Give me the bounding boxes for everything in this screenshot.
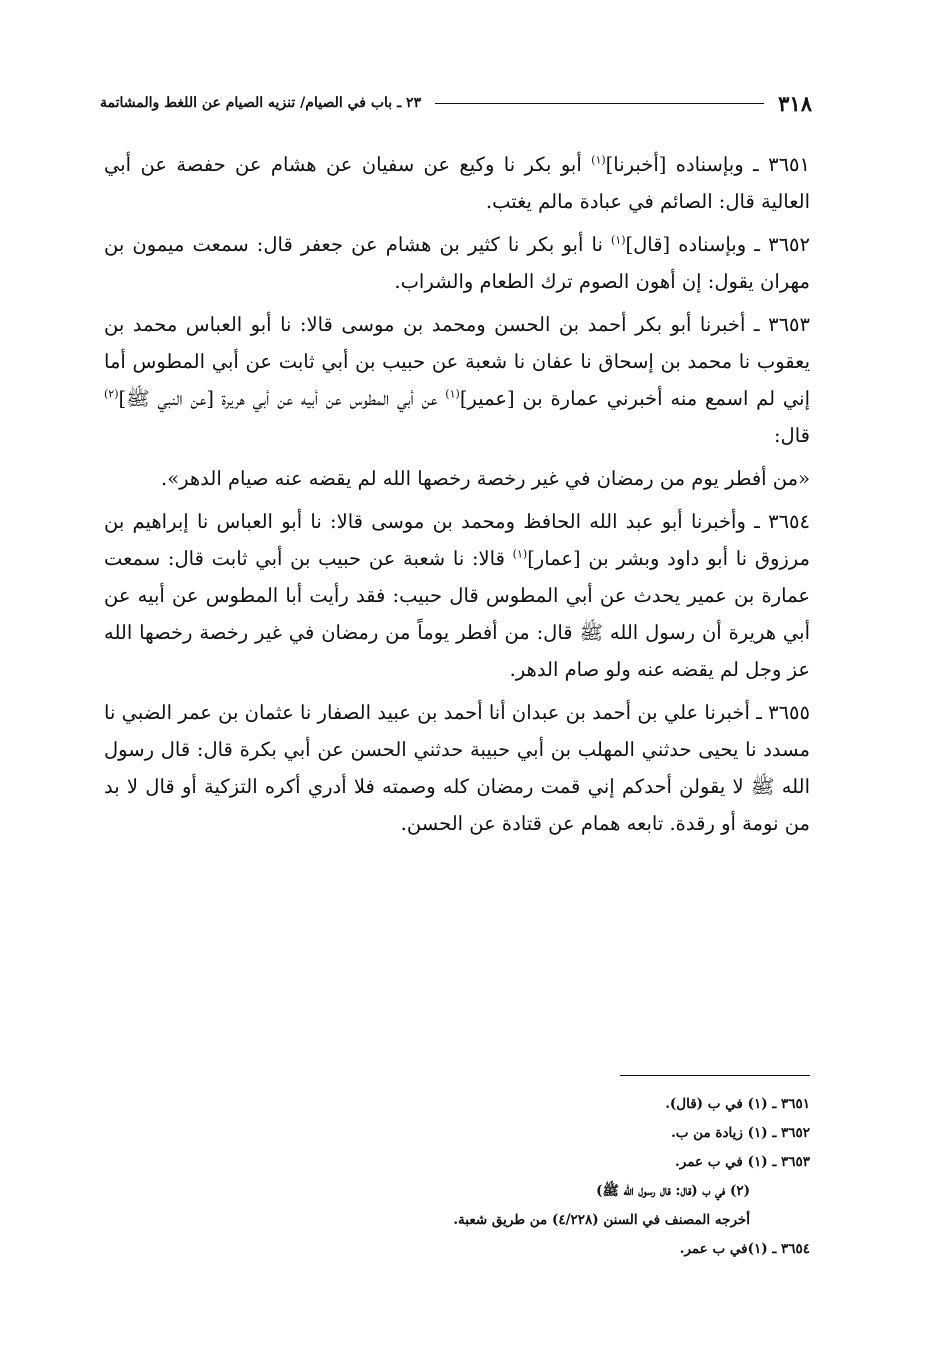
footnote-ref: (١) bbox=[591, 153, 606, 167]
hadith-quote bbox=[104, 460, 810, 497]
hadith-text: «من أفطر يوم من رمضان في غير رخصة رخصها الله لم يقضه عنه صيام الدهر». bbox=[161, 467, 810, 490]
footnote-ref: (١) bbox=[611, 233, 626, 247]
hadith-3651 bbox=[104, 146, 810, 220]
footnote-ref: (١) bbox=[512, 547, 528, 561]
footnote-line: (٢) في ب (قال: قال رسول الله ﷺ) bbox=[596, 1183, 750, 1199]
hadith-text: ٣٦٥٥ ـ أخبرنا علي بن أحمد بن عبدان أنا أحمد بن عبيد الصفار نا عثمان بن عمر الضبي نا مسدد نا يحيى حدثني المهلب بن أبي حبيبة حدثني الحسن عن أبي بكرة قال: قال رسول الله ﷺ لا يقولن أحدكم إني قمت رمضان كله وصمته فلا أدري أكره التزكية أو قال لا بد من نومة أو رقدة. تابعه همام عن قتادة عن الحسن. bbox=[104, 701, 810, 835]
footnote-line: ٣٦٥٤ ـ (١)في ب عمر. bbox=[679, 1241, 810, 1257]
main-text bbox=[104, 146, 810, 848]
hadith-text: قالا: نا شعبة عن حبيب بن أبي ثابت قال: سمعت عمارة بن عمير يحدث عن أبي المطوس قال حبيب: فقد رأيت أبا المطوس عن أبيه عن أبي هريرة أن رسول الله ﷺ قال: من أفطر يوماً من رمضان في غير رخصة رخصها الله عز وجل لم يقضه عنه ولو صام الدهر. bbox=[104, 547, 810, 681]
footnote-line: أخرجه المصنف في السنن (٤/٢٢٨) من طريق شعبة. bbox=[453, 1212, 750, 1228]
footnote-line: ٣٦٥٣ ـ (١) في ب عمر. bbox=[675, 1154, 810, 1170]
page-header bbox=[100, 88, 812, 118]
hadith-text: ٣٦٥١ ـ وبإسناده [أخبرنا] bbox=[605, 153, 810, 176]
hadith-3653 bbox=[104, 306, 810, 454]
hadith-3652 bbox=[104, 226, 810, 300]
hadith-text: قال: bbox=[773, 424, 810, 447]
running-title: ٢٣ ـ باب في الصيام/ تنزيه الصيام عن اللغط والمشاتمة bbox=[100, 95, 422, 111]
hadith-text: أبو بكر نا وكيع عن سفيان عن هشام عن حفصة عن أبي العالية قال: الصائم في عبادة مالم يغتب. bbox=[104, 153, 810, 213]
footnote-divider bbox=[620, 1075, 810, 1076]
hadith-text: عن أبي المطوس عن أبيه عن أبي هريرة [عن النبي ﷺ] bbox=[118, 387, 446, 410]
header-rule bbox=[435, 103, 764, 104]
footnote-ref: (٢) bbox=[104, 387, 119, 401]
footnote-line: ٣٦٥٢ ـ (١) زيادة من ب. bbox=[671, 1125, 810, 1141]
hadith-text: ٣٦٥٢ ـ وبإسناده [قال] bbox=[625, 233, 811, 256]
hadith-text: نا أبو بكر نا كثير بن هشام عن جعفر قال: سمعت ميمون بن مهران يقول: إن أهون الصوم ترك الطعام والشراب. bbox=[104, 233, 810, 293]
hadith-3655 bbox=[104, 694, 810, 842]
hadith-text: ٣٦٥٤ ـ وأخبرنا أبو عبد الله الحافظ ومحمد بن موسى قالا: نا أبو العباس نا إبراهيم بن مرزوق نا أبو داود وبشر بن [عمار] bbox=[104, 510, 810, 570]
footnote-ref: (١) bbox=[445, 387, 460, 401]
page-number: ٣١٨ bbox=[778, 90, 812, 116]
footnotes bbox=[104, 1090, 810, 1264]
footnote-line: ٣٦٥١ ـ (١) في ب (قال). bbox=[665, 1096, 810, 1112]
hadith-3654 bbox=[104, 503, 810, 688]
hadith-text: ٣٦٥٣ ـ أخبرنا أبو بكر أحمد بن الحسن ومحمد بن موسى قالا: نا أبو العباس محمد بن يعقوب نا محمد بن إسحاق نا عفان نا شعبة عن حبيب بن أبي ثابت عن أبي المطوس أما إني لم اسمع منه أخبرني عمارة بن [عمير] bbox=[104, 313, 810, 410]
